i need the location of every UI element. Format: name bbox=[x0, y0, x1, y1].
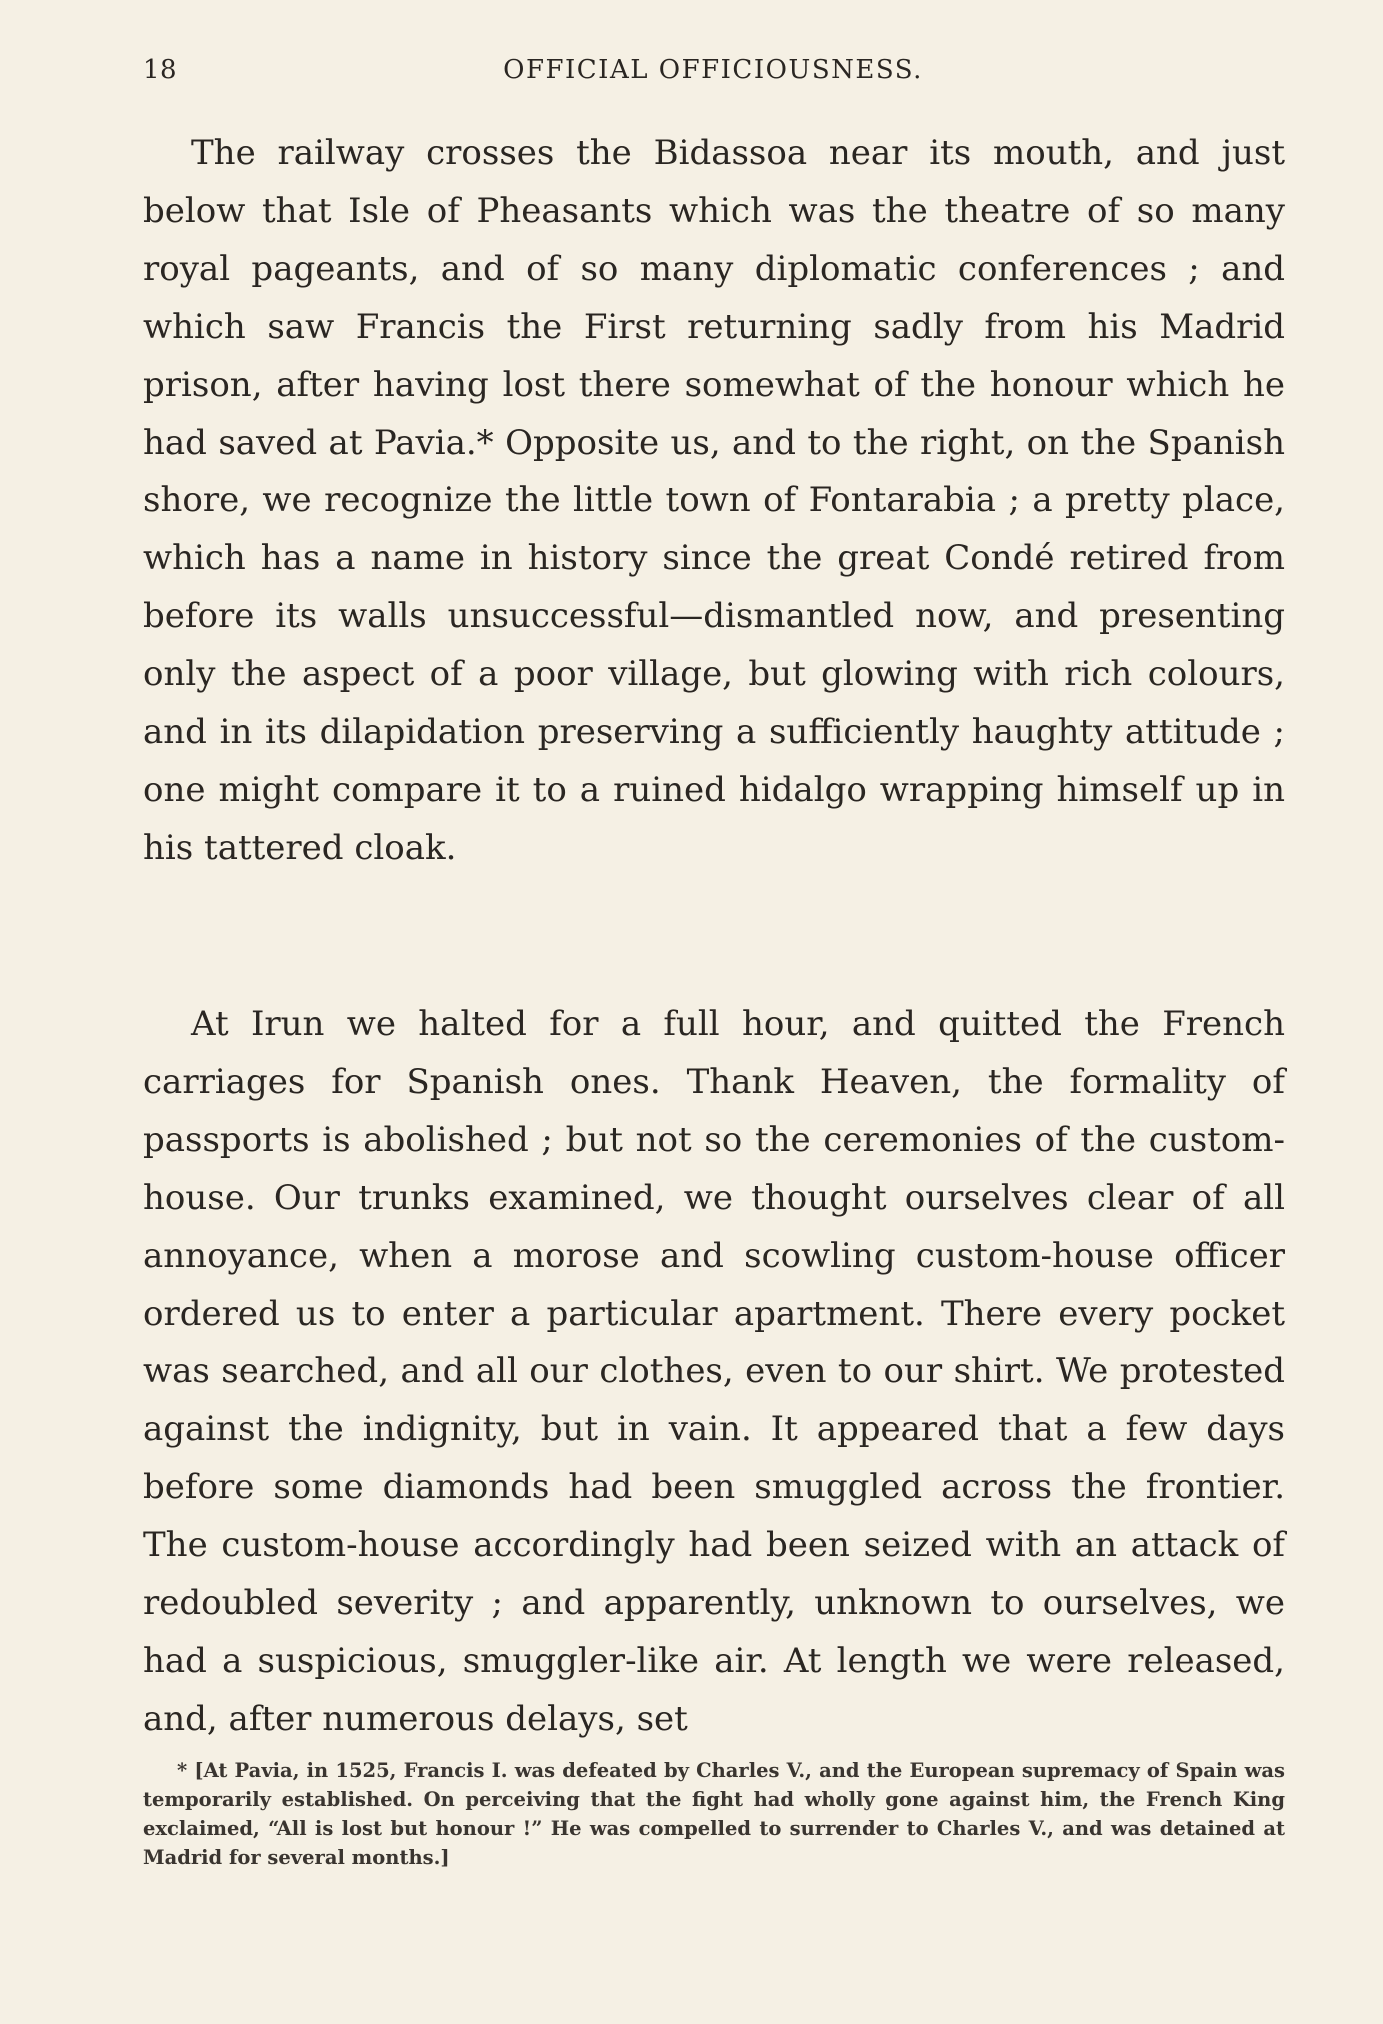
page-number: 18 bbox=[143, 55, 178, 85]
footnote-pavia: * [At Pavia, in 1525, Francis I. was defeated by Charles V., and the European supremacy of Spain was temporarily established. On perceiving that the fight had wholly gone against him, the French King exclaimed, “All is lost but honour !” He was compelled to surrender to Charles V., and was detained at Madrid for several months.] bbox=[143, 1759, 1285, 1869]
paragraph-irun: At Irun we halted for a full hour, and quitted the French carriages for Spanish ones. Thank Heaven, the formality of passports is abolished ; but not so the ceremonies of the custom-house. Our trunks examined, we thought ourselves clear of all annoyance, when a morose and scowling custom-house officer ordered us to enter a particular apartment. There every pocket was searched, and all our clothes, even to our shirt. We protested against the indignity, but in vain. It appeared that a few days before some diamonds had been smuggled across the frontier. The custom-house accordingly had been seized with an attack of redoubled severity ; and apparently, unknown to ourselves, we had a suspicious, smuggler-like air. At length we were released, and, after numerous delays, set bbox=[143, 1004, 1285, 1739]
running-head bbox=[143, 55, 1283, 95]
paragraph-bidassoa: The railway crosses the Bidassoa near its mouth, and just below that Isle of Pheasants which was the theatre of so many royal pageants, and of so many diplomatic conferences ; and which saw Francis the First returning sadly from his Madrid prison, after having lost there somewhat of the honour which he had saved at Pavia.* Opposite us, and to the right, on the Spanish shore, we recognize the little town of Fontarabia ; a pretty place, which has a name in history since the great Condé retired from before its walls unsuccessful—dismantled now, and presenting only the aspect of a poor village, but glowing with rich colours, and in its dilapidation preserving a sufficiently haughty attitude ; one might compare it to a ruined hidalgo wrapping himself up in his tattered cloak. bbox=[143, 133, 1285, 868]
running-title: OFFICIAL OFFICIOUSNESS. bbox=[503, 55, 923, 85]
